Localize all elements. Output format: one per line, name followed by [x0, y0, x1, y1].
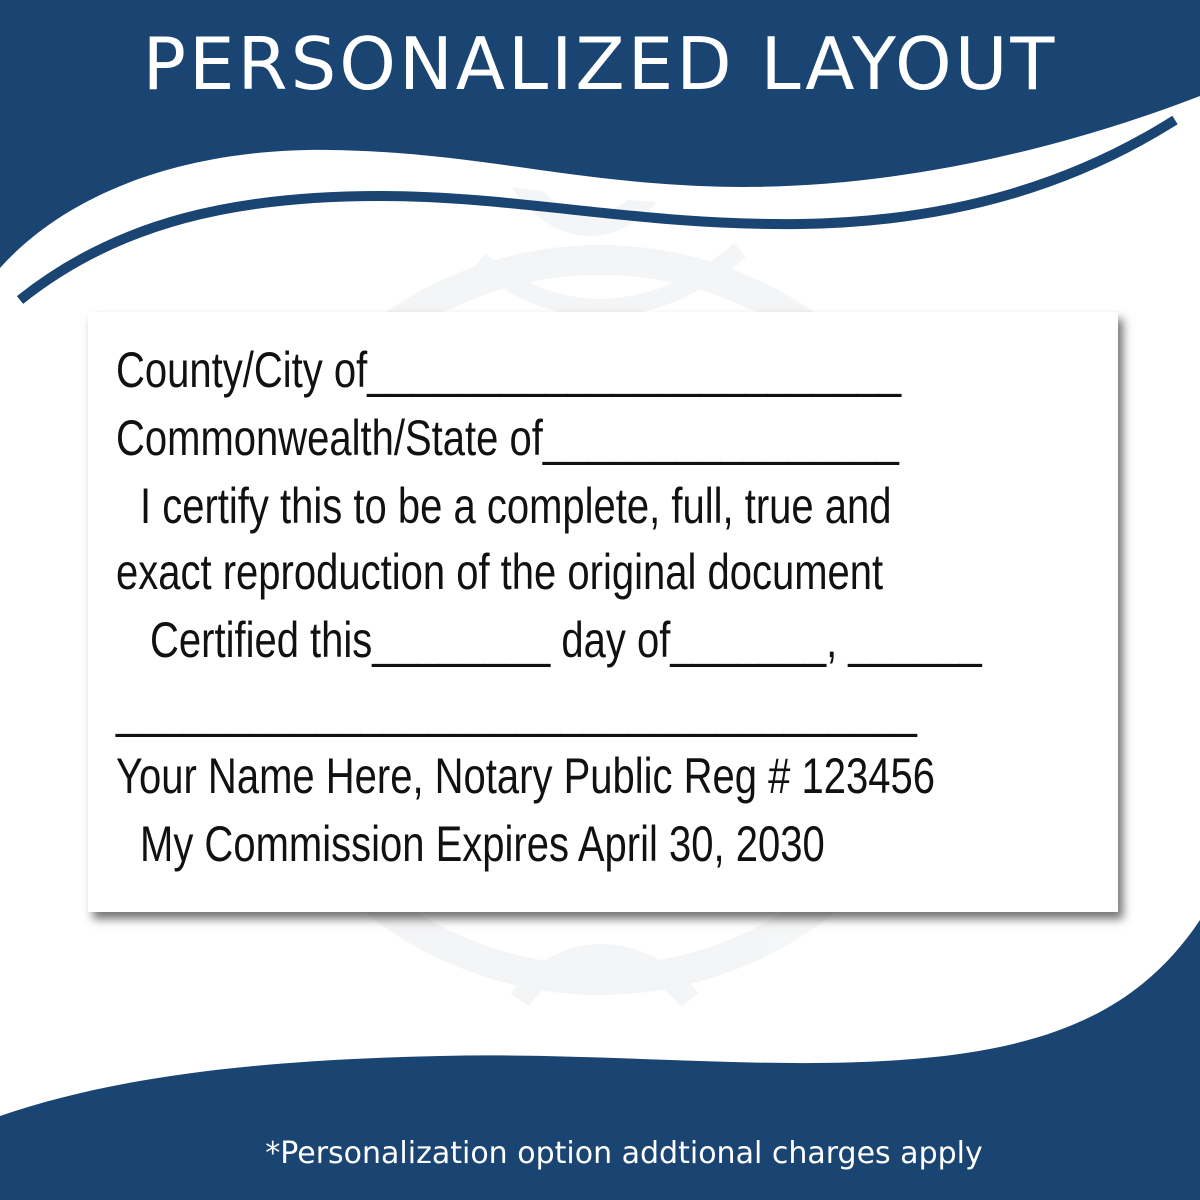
- certification-line-2: exact reproduction of the original document: [116, 544, 884, 600]
- county-city-line: County/City of________________________: [116, 342, 902, 398]
- certified-date-line: Certified this________ day of_______, ______: [150, 612, 982, 668]
- footer-disclaimer: *Personalization option addtional charges apply: [265, 1136, 983, 1171]
- stamp-impression-preview: [88, 312, 1118, 912]
- commission-expiry-line: My Commission Expires April 30, 2030: [140, 816, 825, 872]
- page-title: PERSONALIZED LAYOUT: [142, 22, 1058, 106]
- commonwealth-state-line: Commonwealth/State of________________: [116, 410, 899, 466]
- notary-name-line: Your Name Here, Notary Public Reg # 123456: [116, 748, 935, 804]
- signature-line: ____________________________________: [116, 682, 917, 738]
- certification-line-1: I certify this to be a complete, full, true and: [140, 478, 892, 534]
